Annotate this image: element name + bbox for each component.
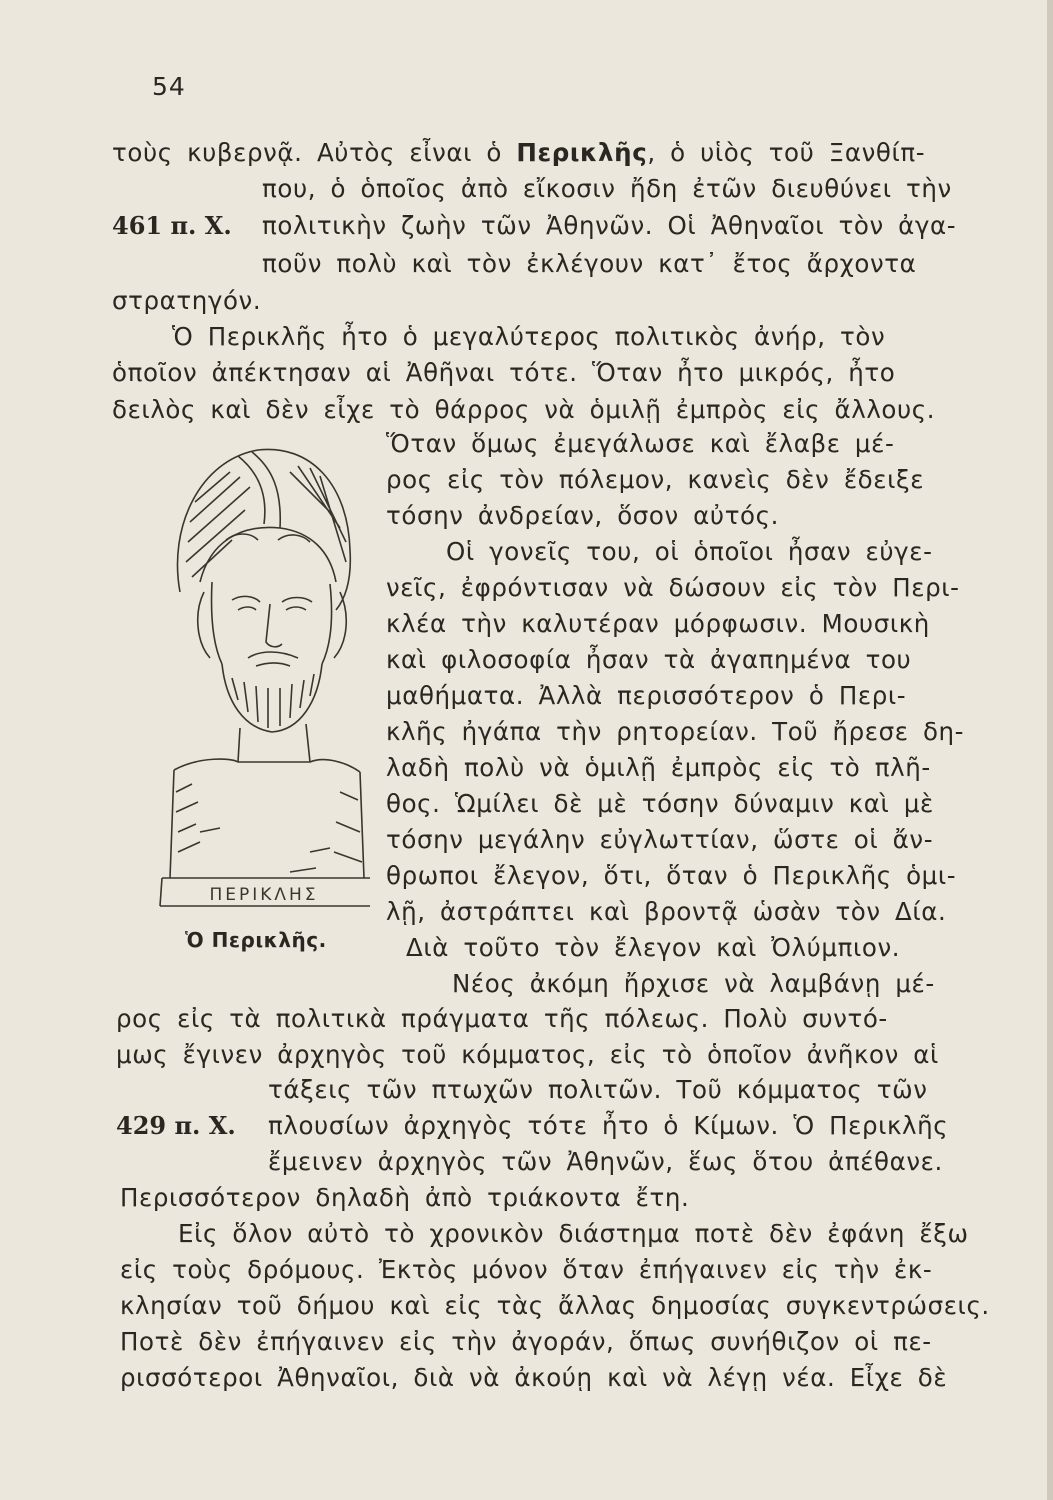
bust-inscription: ΠΕΡΙΚΛΗΣ — [209, 885, 319, 905]
text-line-35: ρισσότεροι Ἀθηναῖοι, διὰ νὰ ἀκούῃ καὶ νὰ λέγῃ νέα. Εἶχε δὲ — [120, 1363, 948, 1392]
text-line-16: μαθήματα. Ἀλλὰ περισσότερον ὁ Περι- — [386, 681, 907, 710]
text-line-1-post: , ὁ υἱὸς τοῦ Ξανθίπ- — [647, 138, 926, 167]
text-line-25: ρος εἰς τὰ πολιτικὰ πράγματα τῆς πόλεως. Πολὺ συντό- — [116, 1004, 888, 1033]
text-line-7: ὁποῖον ἀπέκτησαν αἱ Ἀθῆναι τότε. Ὅταν ἦτο μικρός, ἦτο — [112, 358, 896, 387]
text-line-5: στρατηγόν. — [112, 286, 262, 315]
text-line-4: ποῦν πολὺ καὶ τὸν ἐκλέγουν κατ᾽ ἔτος ἄρχοντα — [262, 249, 917, 278]
text-line-32: εἰς τοὺς δρόμους. Ἐκτὸς μόνον ὅταν ἐπήγαινεν εἰς τὴν ἐκ- — [120, 1255, 933, 1284]
text-line-1-pre: τοὺς κυβερνᾷ. Αὐτὸς εἶναι ὁ — [112, 138, 517, 167]
text-line-24: Νέος ἀκόμη ἤρχισε νὰ λαμβάνῃ μέ- — [452, 969, 935, 998]
text-line-9: Ὅταν ὅμως ἐμεγάλωσε καὶ ἔλαβε μέ- — [386, 429, 895, 458]
text-line-1-name: Περικλῆς — [516, 138, 648, 167]
figure-caption: Ὁ Περικλῆς. — [185, 928, 327, 952]
text-line-14: κλέα τὴν καλυτέραν μόρφωσιν. Μουσικὴ — [386, 609, 930, 638]
text-line-13: νεῖς, ἐφρόντισαν νὰ δώσουν εἰς τὸν Περι- — [386, 573, 960, 602]
text-line-31: Εἰς ὅλον αὐτὸ τὸ χρονικὸν διάστημα ποτὲ δὲν ἐφάνη ἔξω — [178, 1219, 969, 1248]
text-line-3: πολιτικὴν ζωὴν τῶν Ἀθηνῶν. Οἱ Ἀθηναῖοι τὸν ἀγα- — [262, 211, 957, 240]
text-line-26: μως ἔγινεν ἀρχηγὸς τοῦ κόμματος, εἰς τὸ ὁποῖον ἀνῆκον αἱ — [116, 1040, 939, 1069]
text-line-27: τάξεις τῶν πτωχῶν πολιτῶν. Τοῦ κόμματος τῶν — [268, 1075, 928, 1104]
text-line-20: τόσην μεγάλην εὐγλωττίαν, ὥστε οἱ ἄν- — [386, 825, 934, 854]
text-line-33: κλησίαν τοῦ δήμου καὶ εἰς τὰς ἄλλας δημοσίας συγκεντρώσεις. — [120, 1291, 990, 1320]
text-line-8: δειλὸς καὶ δὲν εἶχε τὸ θάρρος νὰ ὁμιλῇ ἐμπρὸς εἰς ἄλλους. — [112, 395, 936, 424]
text-line-28: πλουσίων ἀρχηγὸς τότε ἦτο ὁ Κίμων. Ὁ Περικλῆς — [268, 1111, 949, 1140]
margin-date-429: 429 π. Χ. — [116, 1111, 236, 1140]
text-line-21: θρωποι ἔλεγον, ὅτι, ὅταν ὁ Περικλῆς ὁμι- — [386, 861, 957, 890]
text-line-17: κλῆς ἠγάπα τὴν ρητορείαν. Τοῦ ἤρεσε δη- — [386, 717, 965, 746]
text-line-30: Περισσότερον δηλαδὴ ἀπὸ τριάκοντα ἔτη. — [120, 1183, 690, 1212]
text-line-34: Ποτὲ δὲν ἐπήγαινεν εἰς τὴν ἀγοράν, ὅπως συνήθιζον οἱ πε- — [120, 1327, 932, 1356]
margin-date-461: 461 π. Χ. — [112, 211, 232, 240]
text-line-22: λῇ, ἀστράπτει καὶ βροντᾷ ὡσὰν τὸν Δία. — [386, 897, 947, 926]
page-edge — [1047, 0, 1053, 1500]
text-line-29: ἔμεινεν ἀρχηγὸς τῶν Ἀθηνῶν, ἕως ὅτου ἀπέθανε. — [268, 1147, 943, 1176]
text-line-19: θος. Ὡμίλει δὲ μὲ τόσην δύναμιν καὶ μὲ — [386, 789, 934, 818]
text-line-6: Ὁ Περικλῆς ἦτο ὁ μεγαλύτερος πολιτικὸς ἀνήρ, τὸν — [172, 322, 886, 351]
text-line-18: λαδὴ πολὺ νὰ ὁμιλῇ ἐμπρὸς εἰς τὸ πλῆ- — [386, 753, 931, 782]
pericles-bust-illustration — [140, 432, 370, 916]
text-line-23: Διὰ τοῦτο τὸν ἔλεγον καὶ Ὀλύμπιον. — [406, 933, 901, 962]
text-line-1 — [112, 136, 925, 170]
text-line-2: που, ὁ ὁποῖος ἀπὸ εἴκοσιν ἤδη ἐτῶν διευθύνει τὴν — [262, 174, 952, 203]
text-line-15: καὶ φιλοσοφία ἦσαν τὰ ἀγαπημένα του — [386, 645, 912, 674]
text-line-11: τόσην ἀνδρείαν, ὅσον αὐτός. — [386, 501, 780, 530]
text-line-12: Οἱ γονεῖς του, οἱ ὁποῖοι ἦσαν εὐγε- — [446, 537, 933, 566]
page-number: 54 — [152, 72, 186, 101]
text-line-10: ρος εἰς τὸν πόλεμον, κανεὶς δὲν ἔδειξε — [386, 465, 925, 494]
